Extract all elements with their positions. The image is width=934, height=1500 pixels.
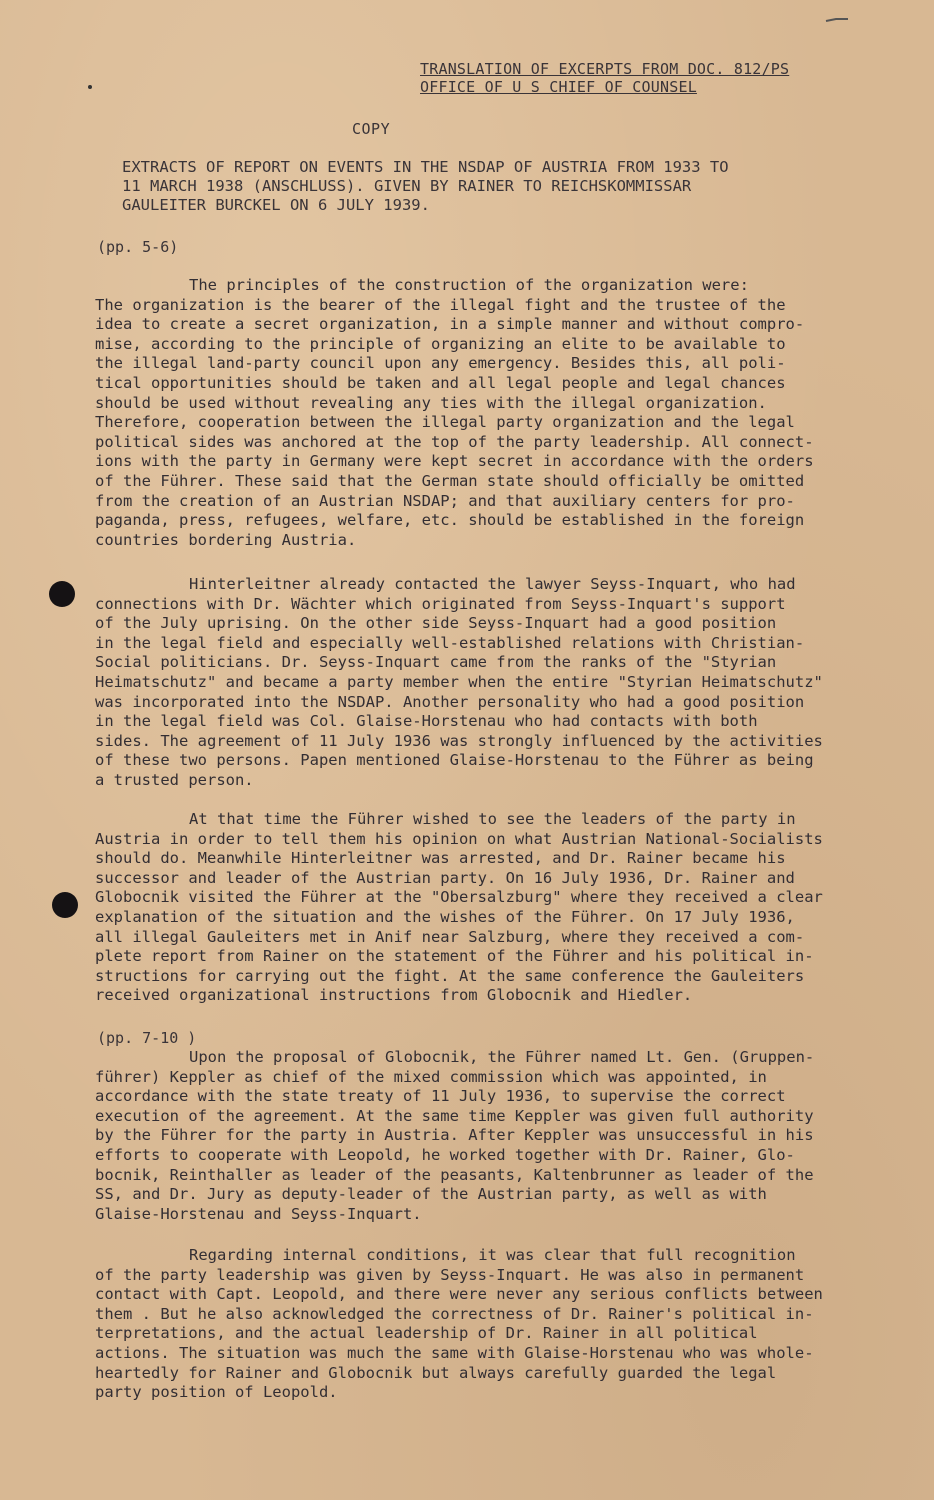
text-line: Social politicians. Dr. Seyss-Inquart came from the ranks of the "Styrian <box>95 653 777 672</box>
text-line: by the Führer for the party in Austria. After Keppler was unsuccessful in his <box>95 1126 814 1145</box>
text-line: explanation of the situation and the wishes of the Führer. On 17 July 1936, <box>95 907 795 926</box>
paragraph-2 <box>95 575 855 791</box>
text-line: countries bordering Austria. <box>95 530 357 549</box>
text-line: tical opportunities should be taken and all legal people and legal chances <box>95 373 786 392</box>
text-line: Regarding internal conditions, it was clear that full recognition <box>189 1246 796 1264</box>
text-line: plete report from Rainer on the statement of the Führer and his political in- <box>95 947 814 966</box>
text-line: mise, according to the principle of organizing an elite to be available to <box>95 334 786 353</box>
text-line: in the legal field was Col. Glaise-Horstenau who had contacts with both <box>95 712 758 731</box>
text-line: of the July uprising. On the other side Seyss-Inquart had a good position <box>95 614 777 633</box>
text-line: from the creation of an Austrian NSDAP; and that auxiliary centers for pro- <box>95 491 795 510</box>
document-title <box>122 158 802 215</box>
paragraph-1 <box>95 276 855 550</box>
text-line: efforts to cooperate with Leopold, he worked together with Dr. Rainer, Glo- <box>95 1145 795 1164</box>
text-line: in the legal field and especially well-established relations with Christian- <box>95 633 805 652</box>
text-line: accordance with the state treaty of 11 July 1936, to supervise the correct <box>95 1087 786 1106</box>
text-line: of these two persons. Papen mentioned Glaise-Horstenau to the Führer as being <box>95 751 814 770</box>
paragraph-5 <box>95 1246 855 1403</box>
punch-hole <box>52 892 78 918</box>
text-line: Therefore, cooperation between the illegal party organization and the legal <box>95 413 795 432</box>
text-line: Globocnik visited the Führer at the "Obersalzburg" where they received a clear <box>95 888 823 907</box>
text-line: sides. The agreement of 11 July 1936 was strongly influenced by the activities <box>95 731 823 750</box>
text-line: terpretations, and the actual leadership of Dr. Rainer in all political <box>95 1324 758 1343</box>
corner-pencil-mark <box>824 12 854 30</box>
text-line: ions with the party in Germany were kept secret in accordance with the orders <box>95 452 814 471</box>
text-line: was incorporated into the NSDAP. Another personality who had a good position <box>95 692 805 711</box>
text-line: heartedly for Rainer and Globocnik but always carefully guarded the legal <box>95 1363 777 1382</box>
page-reference-2: (pp. 7-10 ) <box>97 1029 197 1047</box>
text-line: of the party leadership was given by Seyss-Inquart. He was also in permanent <box>95 1265 805 1284</box>
text-line: connections with Dr. Wächter which originated from Seyss-Inquart's support <box>95 594 786 613</box>
text-line: contact with Capt. Leopold, and there were never any serious conflicts between <box>95 1285 823 1304</box>
text-line: the illegal land-party council upon any emergency. Besides this, all poli- <box>95 354 786 373</box>
text-line: them . But he also acknowledged the correctness of Dr. Rainer's political in- <box>95 1304 814 1323</box>
text-line: At that time the Führer wished to see the leaders of the party in <box>189 810 796 828</box>
text-line: Heimatschutz" and became a party member when the entire "Styrian Heimatschutz" <box>95 672 823 691</box>
page-reference-1: (pp. 5-6) <box>97 238 179 256</box>
copy-label: COPY <box>352 120 391 138</box>
text-line: received organizational instructions from Globocnik and Hiedler. <box>95 986 693 1005</box>
reference-line-1: TRANSLATION OF EXCERPTS FROM DOC. 812/PS <box>420 60 790 78</box>
text-line: SS, and Dr. Jury as deputy-leader of the Austrian party, as well as with <box>95 1185 767 1204</box>
text-line: paganda, press, refugees, welfare, etc. should be established in the foreign <box>95 511 805 530</box>
text-line: should be used without revealing any ties with the illegal organization. <box>95 393 767 412</box>
text-line: Austria in order to tell them his opinion on what Austrian National-Socialists <box>95 829 823 848</box>
reference-line-2: OFFICE OF U S CHIEF OF COUNSEL <box>420 78 697 96</box>
text-line: Glaise-Horstenau and Seyss-Inquart. <box>95 1204 422 1223</box>
ink-dot <box>88 85 92 89</box>
text-line: The organization is the bearer of the illegal fight and the trustee of the <box>95 295 786 314</box>
title-line-3: GAULEITER BURCKEL ON 6 JULY 1939. <box>122 196 430 214</box>
title-line-2: 11 MARCH 1938 (ANSCHLUSS). GIVEN BY RAINER TO REICHSKOMMISSAR <box>122 177 692 195</box>
text-line: all illegal Gauleiters met in Anif near Salzburg, where they received a com- <box>95 927 805 946</box>
text-line: bocnik, Reinthaller as leader of the peasants, Kaltenbrunner as leader of the <box>95 1165 814 1184</box>
text-line: party position of Leopold. <box>95 1383 338 1402</box>
text-line: of the Führer. These said that the German state should officially be omitted <box>95 471 805 490</box>
text-line: successor and leader of the Austrian party. On 16 July 1936, Dr. Rainer and <box>95 868 795 887</box>
text-line: Hinterleitner already contacted the lawyer Seyss-Inquart, who had <box>189 575 796 593</box>
text-line: execution of the agreement. At the same time Keppler was given full authority <box>95 1106 814 1125</box>
text-line: The principles of the construction of the organization were: <box>189 276 749 294</box>
text-line: a trusted person. <box>95 770 254 789</box>
text-line: führer) Keppler as chief of the mixed commission which was appointed, in <box>95 1067 767 1086</box>
paragraph-4 <box>95 1048 855 1224</box>
text-line: should do. Meanwhile Hinterleitner was arrested, and Dr. Rainer became his <box>95 849 786 868</box>
text-line: Upon the proposal of Globocnik, the Führer named Lt. Gen. (Gruppen- <box>189 1048 815 1066</box>
text-line: actions. The situation was much the same with Glaise-Horstenau who was whole- <box>95 1343 814 1362</box>
text-line: structions for carrying out the fight. At the same conference the Gauleiters <box>95 966 805 985</box>
text-line: idea to create a secret organization, in a simple manner and without compro- <box>95 315 805 334</box>
punch-hole <box>49 581 75 607</box>
paragraph-3 <box>95 810 855 1006</box>
text-line: political sides was anchored at the top of the party leadership. All connect- <box>95 432 814 451</box>
document-reference <box>420 60 789 96</box>
title-line-1: EXTRACTS OF REPORT ON EVENTS IN THE NSDAP OF AUSTRIA FROM 1933 TO <box>122 158 729 176</box>
